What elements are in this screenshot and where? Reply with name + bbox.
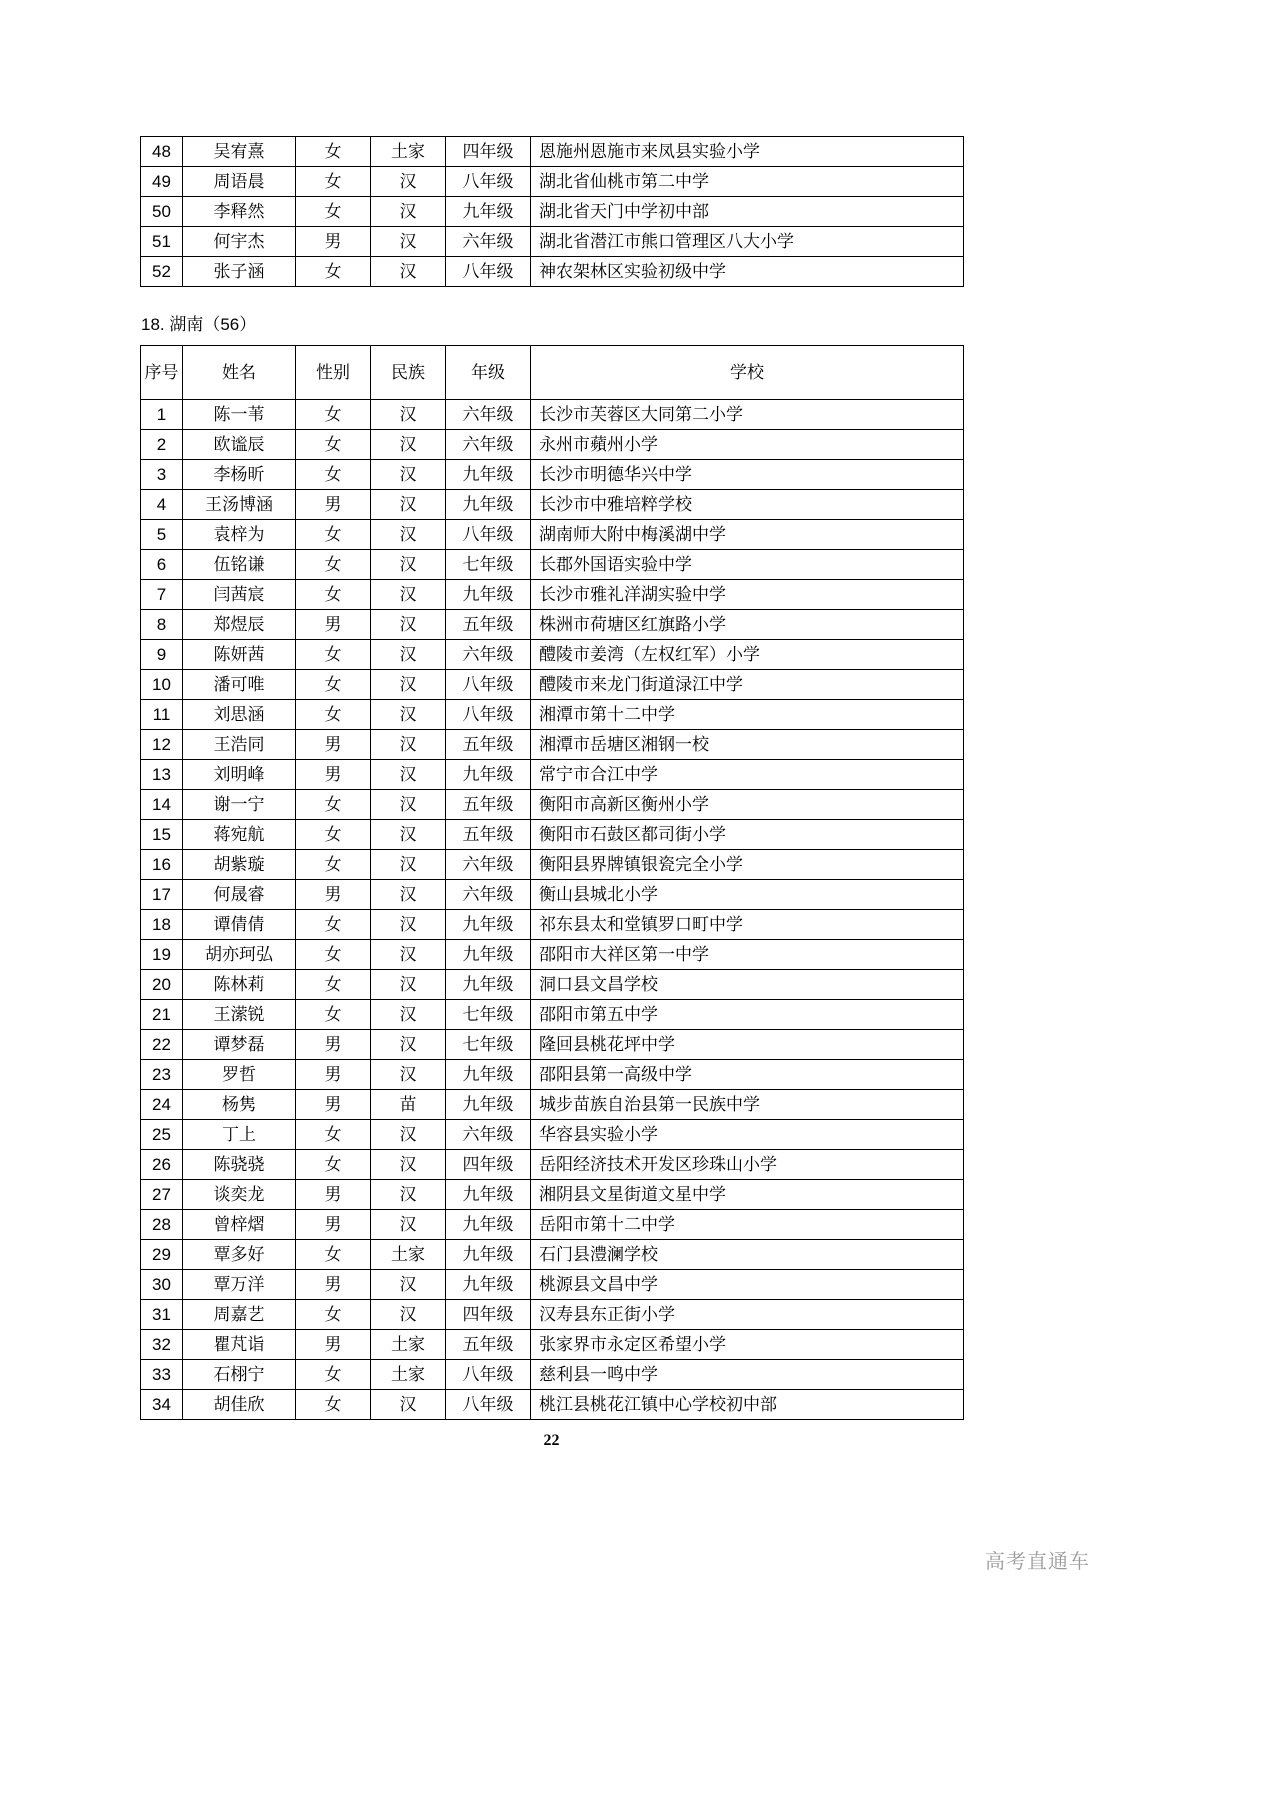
table-cell: 女 (296, 1150, 371, 1180)
table-cell: 女 (296, 910, 371, 940)
table-cell: 汉 (371, 1300, 446, 1330)
table-cell: 汉 (371, 700, 446, 730)
table-cell: 胡紫璇 (183, 850, 296, 880)
table-row (141, 1060, 964, 1090)
table-cell: 九年级 (446, 197, 531, 227)
table-cell: 汉 (371, 760, 446, 790)
table-cell: 湘潭市岳塘区湘钢一校 (531, 730, 964, 760)
table-cell: 28 (141, 1210, 183, 1240)
table-cell: 四年级 (446, 1150, 531, 1180)
table-cell: 汉 (371, 640, 446, 670)
table-cell: 土家 (371, 1330, 446, 1360)
table-cell: 土家 (371, 1240, 446, 1270)
table-cell: 汉 (371, 227, 446, 257)
table-cell: 覃多好 (183, 1240, 296, 1270)
table-cell: 九年级 (446, 910, 531, 940)
table-cell: 男 (296, 1270, 371, 1300)
table-cell: 15 (141, 820, 183, 850)
col-header-gender: 性别 (296, 346, 371, 400)
table-cell: 邵阳市第五中学 (531, 1000, 964, 1030)
table-cell: 50 (141, 197, 183, 227)
table-cell: 7 (141, 580, 183, 610)
table-cell: 男 (296, 1330, 371, 1360)
table-cell: 汉 (371, 490, 446, 520)
table-cell: 汉 (371, 460, 446, 490)
table-cell: 长沙市中雅培粹学校 (531, 490, 964, 520)
section-heading: 18. 湖南（56） (141, 315, 257, 334)
table-cell: 13 (141, 760, 183, 790)
table-cell: 男 (296, 1030, 371, 1060)
table-cell: 九年级 (446, 1180, 531, 1210)
table-cell: 岳阳经济技术开发区珍珠山小学 (531, 1150, 964, 1180)
table-cell: 九年级 (446, 460, 531, 490)
table-row (141, 520, 964, 550)
table-cell: 女 (296, 460, 371, 490)
table-cell: 汉 (371, 580, 446, 610)
table-cell: 何晟睿 (183, 880, 296, 910)
table-cell: 长沙市雅礼洋湖实验中学 (531, 580, 964, 610)
table-cell: 18 (141, 910, 183, 940)
table-cell: 湖北省仙桃市第二中学 (531, 167, 964, 197)
table-cell: 王浩同 (183, 730, 296, 760)
table-cell: 女 (296, 580, 371, 610)
table-cell: 九年级 (446, 1090, 531, 1120)
table-cell: 邵阳县第一高级中学 (531, 1060, 964, 1090)
col-header-ethnicity: 民族 (371, 346, 446, 400)
table-row (141, 760, 964, 790)
table-cell: 6 (141, 550, 183, 580)
table-cell: 王潆锐 (183, 1000, 296, 1030)
table-cell: 张子涵 (183, 257, 296, 287)
table-cell: 八年级 (446, 1390, 531, 1420)
table-cell: 六年级 (446, 400, 531, 430)
table-cell: 土家 (371, 137, 446, 167)
table-cell: 四年级 (446, 137, 531, 167)
table-cell: 女 (296, 1120, 371, 1150)
table-cell: 汉 (371, 1030, 446, 1060)
table-cell: 30 (141, 1270, 183, 1300)
table-cell: 男 (296, 1180, 371, 1210)
table-row (141, 1000, 964, 1030)
table-cell: 六年级 (446, 430, 531, 460)
table-cell: 五年级 (446, 1330, 531, 1360)
table-cell: 27 (141, 1180, 183, 1210)
table-cell: 22 (141, 1030, 183, 1060)
table-cell: 49 (141, 167, 183, 197)
table-cell: 女 (296, 430, 371, 460)
table-header-row (141, 346, 964, 400)
table-row (141, 670, 964, 700)
table-cell: 男 (296, 880, 371, 910)
table-cell: 汉 (371, 910, 446, 940)
table-cell: 女 (296, 257, 371, 287)
table-cell: 汉 (371, 430, 446, 460)
table-cell: 32 (141, 1330, 183, 1360)
table-cell: 1 (141, 400, 183, 430)
table-cell: 女 (296, 670, 371, 700)
table-cell: 男 (296, 1210, 371, 1240)
table-cell: 湘阴县文星街道文星中学 (531, 1180, 964, 1210)
table-cell: 七年级 (446, 550, 531, 580)
table-cell: 衡阳县界牌镇银瓷完全小学 (531, 850, 964, 880)
table-cell: 八年级 (446, 1360, 531, 1390)
table-cell: 城步苗族自治县第一民族中学 (531, 1090, 964, 1120)
table-cell: 九年级 (446, 940, 531, 970)
table-cell: 汉 (371, 550, 446, 580)
table-cell: 株洲市荷塘区红旗路小学 (531, 610, 964, 640)
table-cell: 周语晨 (183, 167, 296, 197)
table-cell: 女 (296, 700, 371, 730)
table-row (141, 430, 964, 460)
table-cell: 汉 (371, 197, 446, 227)
table-cell: 女 (296, 167, 371, 197)
table-cell: 九年级 (446, 490, 531, 520)
table-cell: 男 (296, 760, 371, 790)
table-cell: 九年级 (446, 760, 531, 790)
table-cell: 16 (141, 850, 183, 880)
col-header-grade: 年级 (446, 346, 531, 400)
table-cell: 恩施州恩施市来凤县实验小学 (531, 137, 964, 167)
table-cell: 闫茜宸 (183, 580, 296, 610)
table-cell: 33 (141, 1360, 183, 1390)
table-cell: 汉 (371, 940, 446, 970)
table-cell: 24 (141, 1090, 183, 1120)
table-cell: 汉 (371, 1120, 446, 1150)
table-cell: 长沙市芙蓉区大同第二小学 (531, 400, 964, 430)
table-cell: 汉 (371, 1060, 446, 1090)
table-row (141, 550, 964, 580)
table-cell: 衡阳市石鼓区都司街小学 (531, 820, 964, 850)
table-cell: 汉 (371, 610, 446, 640)
table-cell: 汉 (371, 1180, 446, 1210)
table-cell: 湖南师大附中梅溪湖中学 (531, 520, 964, 550)
table-cell: 女 (296, 1300, 371, 1330)
table-cell: 女 (296, 550, 371, 580)
table-cell: 女 (296, 1240, 371, 1270)
table-cell: 华容县实验小学 (531, 1120, 964, 1150)
table-cell: 醴陵市姜湾（左权红军）小学 (531, 640, 964, 670)
table-cell: 男 (296, 1090, 371, 1120)
table-row (141, 1330, 964, 1360)
table-cell: 9 (141, 640, 183, 670)
table-cell: 汉 (371, 790, 446, 820)
table-cell: 女 (296, 790, 371, 820)
table-cell: 湖北省潜江市熊口管理区八大小学 (531, 227, 964, 257)
table-cell: 覃万洋 (183, 1270, 296, 1300)
table-row (141, 1180, 964, 1210)
table-cell: 潘可唯 (183, 670, 296, 700)
table-cell: 六年级 (446, 227, 531, 257)
table-cell: 长沙市明德华兴中学 (531, 460, 964, 490)
table-cell: 汉 (371, 670, 446, 700)
table-cell: 曾梓熠 (183, 1210, 296, 1240)
table-cell: 九年级 (446, 1240, 531, 1270)
table-cell: 祁东县太和堂镇罗口町中学 (531, 910, 964, 940)
table-cell: 谈奕龙 (183, 1180, 296, 1210)
table-row (141, 460, 964, 490)
table-row (141, 1030, 964, 1060)
table-row (141, 1120, 964, 1150)
table-cell: 51 (141, 227, 183, 257)
table-cell: 52 (141, 257, 183, 287)
table-cell: 七年级 (446, 1000, 531, 1030)
table-cell: 5 (141, 520, 183, 550)
table-cell: 31 (141, 1300, 183, 1330)
table-row (141, 1240, 964, 1270)
table-cell: 汉 (371, 730, 446, 760)
table-cell: 男 (296, 610, 371, 640)
table-cell: 8 (141, 610, 183, 640)
table-cell: 杨隽 (183, 1090, 296, 1120)
table-cell: 湖北省天门中学初中部 (531, 197, 964, 227)
table-cell: 桃江县桃花江镇中心学校初中部 (531, 1390, 964, 1420)
table-cell: 吴宥熹 (183, 137, 296, 167)
col-header-school: 学校 (531, 346, 964, 400)
table-row (141, 1090, 964, 1120)
table-cell: 女 (296, 520, 371, 550)
table-cell: 4 (141, 490, 183, 520)
table-cell: 23 (141, 1060, 183, 1090)
table-cell: 周嘉艺 (183, 1300, 296, 1330)
table-cell: 神农架林区实验初级中学 (531, 257, 964, 287)
table-cell: 丁上 (183, 1120, 296, 1150)
table-cell: 汉 (371, 257, 446, 287)
table-row (141, 700, 964, 730)
table-cell: 蒋宛航 (183, 820, 296, 850)
table-cell: 李释然 (183, 197, 296, 227)
table-cell: 胡佳欣 (183, 1390, 296, 1420)
page-number: 22 (543, 1432, 560, 1449)
table-cell: 五年级 (446, 790, 531, 820)
table-cell: 女 (296, 1000, 371, 1030)
table-cell: 女 (296, 137, 371, 167)
table-row (141, 850, 964, 880)
table-cell: 汉 (371, 1390, 446, 1420)
table-cell: 汉 (371, 520, 446, 550)
table-cell: 六年级 (446, 850, 531, 880)
table-cell: 10 (141, 670, 183, 700)
table-cell: 3 (141, 460, 183, 490)
table-cell: 岳阳市第十二中学 (531, 1210, 964, 1240)
table-row (141, 197, 964, 227)
table-cell: 女 (296, 197, 371, 227)
table-cell: 汉 (371, 1210, 446, 1240)
table-cell: 四年级 (446, 1300, 531, 1330)
table-cell: 胡亦珂弘 (183, 940, 296, 970)
table-cell: 土家 (371, 1360, 446, 1390)
table-cell: 张家界市永定区希望小学 (531, 1330, 964, 1360)
table-cell: 七年级 (446, 1030, 531, 1060)
table-cell: 石栩宁 (183, 1360, 296, 1390)
table-cell: 洞口县文昌学校 (531, 970, 964, 1000)
table-cell: 隆回县桃花坪中学 (531, 1030, 964, 1060)
hunan-student-table (140, 345, 964, 1420)
table-cell: 六年级 (446, 640, 531, 670)
table-row (141, 820, 964, 850)
table-cell: 男 (296, 227, 371, 257)
table-cell: 17 (141, 880, 183, 910)
table-row (141, 880, 964, 910)
table-cell: 六年级 (446, 880, 531, 910)
table-cell: 女 (296, 400, 371, 430)
table-row (141, 490, 964, 520)
table-cell: 汉 (371, 820, 446, 850)
table-cell: 29 (141, 1240, 183, 1270)
table-cell: 八年级 (446, 670, 531, 700)
table-cell: 谭倩倩 (183, 910, 296, 940)
table-cell: 26 (141, 1150, 183, 1180)
table-row (141, 970, 964, 1000)
table-cell: 袁梓为 (183, 520, 296, 550)
table-cell: 衡阳市高新区衡州小学 (531, 790, 964, 820)
table-cell: 九年级 (446, 1060, 531, 1090)
table-cell: 汉 (371, 850, 446, 880)
table-cell: 瞿芃诣 (183, 1330, 296, 1360)
table-cell: 陈骁骁 (183, 1150, 296, 1180)
table-cell: 罗哲 (183, 1060, 296, 1090)
table-cell: 五年级 (446, 610, 531, 640)
table-cell: 2 (141, 430, 183, 460)
table-cell: 长郡外国语实验中学 (531, 550, 964, 580)
table-cell: 陈妍茜 (183, 640, 296, 670)
table-cell: 男 (296, 490, 371, 520)
table-cell: 八年级 (446, 520, 531, 550)
table-row (141, 640, 964, 670)
table-cell: 慈利县一鸣中学 (531, 1360, 964, 1390)
table-cell: 汉 (371, 880, 446, 910)
table-cell: 衡山县城北小学 (531, 880, 964, 910)
table-cell: 八年级 (446, 167, 531, 197)
table-row (141, 1300, 964, 1330)
table-cell: 刘明峰 (183, 760, 296, 790)
table-row (141, 790, 964, 820)
table-cell: 19 (141, 940, 183, 970)
table-cell: 五年级 (446, 820, 531, 850)
table-cell: 石门县澧澜学校 (531, 1240, 964, 1270)
table-cell: 陈林莉 (183, 970, 296, 1000)
table-row (141, 257, 964, 287)
continued-student-table (140, 136, 964, 287)
table-cell: 48 (141, 137, 183, 167)
table-cell: 何宇杰 (183, 227, 296, 257)
table-cell: 李杨昕 (183, 460, 296, 490)
table-row (141, 940, 964, 970)
table-cell: 九年级 (446, 1210, 531, 1240)
table-cell: 九年级 (446, 580, 531, 610)
table-cell: 刘思涵 (183, 700, 296, 730)
table-cell: 汉 (371, 1150, 446, 1180)
watermark: 高考直通车 (985, 1551, 1090, 1573)
table-cell: 永州市蘋州小学 (531, 430, 964, 460)
col-header-number: 序号 (141, 346, 183, 400)
table-cell: 常宁市合江中学 (531, 760, 964, 790)
table-row (141, 1150, 964, 1180)
table-row (141, 1360, 964, 1390)
table-cell: 女 (296, 940, 371, 970)
table-cell: 郑煜辰 (183, 610, 296, 640)
table-row (141, 167, 964, 197)
table-cell: 男 (296, 730, 371, 760)
table-cell: 六年级 (446, 1120, 531, 1150)
table-cell: 苗 (371, 1090, 446, 1120)
table-cell: 女 (296, 1360, 371, 1390)
table-row (141, 137, 964, 167)
table-cell: 陈一苇 (183, 400, 296, 430)
table-cell: 女 (296, 820, 371, 850)
table-cell: 女 (296, 640, 371, 670)
table-cell: 25 (141, 1120, 183, 1150)
table-cell: 九年级 (446, 1270, 531, 1300)
table-cell: 女 (296, 970, 371, 1000)
table-row (141, 1210, 964, 1240)
table-cell: 21 (141, 1000, 183, 1030)
table-cell: 邵阳市大祥区第一中学 (531, 940, 964, 970)
table-cell: 九年级 (446, 970, 531, 1000)
table-cell: 欧谧辰 (183, 430, 296, 460)
table-row (141, 227, 964, 257)
col-header-name: 姓名 (183, 346, 296, 400)
table-cell: 汉 (371, 1270, 446, 1300)
table-cell: 八年级 (446, 700, 531, 730)
table-row (141, 1270, 964, 1300)
table-row (141, 610, 964, 640)
table-cell: 12 (141, 730, 183, 760)
table-cell: 桃源县文昌中学 (531, 1270, 964, 1300)
table-cell: 汉 (371, 167, 446, 197)
table-cell: 伍铭谦 (183, 550, 296, 580)
table-cell: 20 (141, 970, 183, 1000)
table-row (141, 400, 964, 430)
table-cell: 八年级 (446, 257, 531, 287)
table-cell: 王汤博涵 (183, 490, 296, 520)
table-cell: 14 (141, 790, 183, 820)
table-row (141, 730, 964, 760)
table-cell: 女 (296, 850, 371, 880)
table-cell: 汉 (371, 400, 446, 430)
table-cell: 11 (141, 700, 183, 730)
table-cell: 34 (141, 1390, 183, 1420)
table-row (141, 910, 964, 940)
table-cell: 汉 (371, 970, 446, 1000)
table-cell: 男 (296, 1060, 371, 1090)
table-cell: 醴陵市来龙门街道渌江中学 (531, 670, 964, 700)
table-cell: 五年级 (446, 730, 531, 760)
table-row (141, 580, 964, 610)
table-cell: 谢一宁 (183, 790, 296, 820)
table-cell: 汉寿县东正街小学 (531, 1300, 964, 1330)
table-row (141, 1390, 964, 1420)
table-cell: 汉 (371, 1000, 446, 1030)
table-cell: 谭梦磊 (183, 1030, 296, 1060)
table-cell: 湘潭市第十二中学 (531, 700, 964, 730)
table-cell: 女 (296, 1390, 371, 1420)
